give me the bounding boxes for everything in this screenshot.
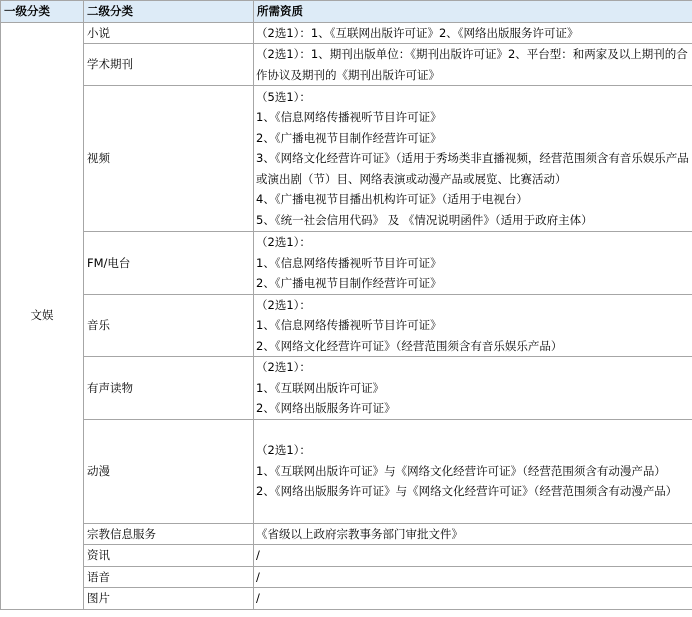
requirement-line: / — [256, 548, 260, 562]
requirement-line: 1、《信息网络传播视听节目许可证》 — [256, 110, 442, 125]
requirement-cell — [254, 357, 692, 420]
requirement-cell — [254, 86, 692, 232]
table-row — [1, 86, 692, 232]
requirement-line: 3、《网络文化经营许可证》（适用于秀场类非直播视频，经营范围须含有音乐娱乐产品或演出剧（节）目、网络表演或动漫产品或展览、比赛活动） — [256, 151, 689, 186]
requirement-cell — [254, 419, 692, 523]
header-row — [1, 1, 692, 23]
requirement-line: 2、《广播电视节目制作经营许可证》 — [256, 276, 442, 290]
requirement-line: 2、《网络文化经营许可证》（经营范围须含有音乐娱乐产品） — [256, 338, 563, 353]
category2-cell: 小说 — [84, 22, 254, 44]
category2-cell: 语音 — [84, 566, 254, 588]
requirement-cell — [254, 232, 692, 295]
requirement-line: （2选1）： — [256, 297, 311, 312]
requirement-line: / — [256, 591, 260, 605]
requirement-cell — [254, 588, 692, 610]
category2-cell: 资讯 — [84, 545, 254, 567]
requirement-cell — [254, 545, 692, 567]
table-row — [1, 523, 692, 545]
requirement-cell — [254, 523, 692, 545]
requirement-line: 1、《信息网络传播视听节目许可证》 — [256, 318, 442, 332]
table-row — [1, 566, 692, 588]
requirement-line: 2、《网络出版服务许可证》 — [256, 401, 396, 415]
requirement-line: （2选1）： — [256, 360, 311, 374]
requirement-line: 1、《互联网出版许可证》与《网络文化经营许可证》（经营范围须含有动漫产品） — [256, 463, 666, 478]
table-row — [1, 588, 692, 610]
table-row — [1, 294, 692, 357]
requirement-line: / — [256, 569, 260, 584]
requirement-cell — [254, 294, 692, 357]
requirement-line: 《省级以上政府宗教事务部门审批文件》 — [256, 526, 463, 541]
requirement-line: 1、《互联网出版许可证》 — [256, 380, 385, 395]
requirement-cell — [254, 22, 692, 44]
table-row — [1, 357, 692, 420]
requirement-line: 5、《统一社会信用代码》 及 《情况说明函件》（适用于政府主体） — [256, 212, 593, 227]
requirement-cell — [254, 566, 692, 588]
requirement-line: （2选1）： — [256, 443, 311, 458]
requirement-line: （2选1）：1、期刊出版单位：《期刊出版许可证》2、平台型：和两家及以上期刊的合作协议及期刊的《期刊出版许可证》 — [256, 47, 688, 82]
table-row — [1, 44, 692, 86]
table-row — [1, 22, 692, 44]
table-row — [1, 232, 692, 295]
category2-cell: FM/电台 — [84, 232, 254, 295]
header-category1: 一级分类 — [1, 1, 84, 23]
requirement-line: （2选1）：1、《互联网出版许可证》2、《网络出版服务许可证》 — [256, 25, 579, 40]
requirement-line: （5选1）： — [256, 89, 311, 104]
category2-cell: 宗教信息服务 — [84, 523, 254, 545]
category2-cell: 视频 — [84, 86, 254, 232]
category2-cell: 有声读物 — [84, 357, 254, 420]
requirement-line: （2选1）： — [256, 235, 311, 249]
category2-cell: 动漫 — [84, 419, 254, 523]
header-requirements: 所需资质 — [254, 1, 692, 23]
requirement-line: 4、《广播电视节目播出机构许可证》（适用于电视台） — [256, 192, 528, 207]
requirement-line: 1、《信息网络传播视听节目许可证》 — [256, 255, 442, 270]
category2-cell: 图片 — [84, 588, 254, 610]
header-category2: 二级分类 — [84, 1, 254, 23]
category2-cell: 音乐 — [84, 294, 254, 357]
category2-cell: 学术期刊 — [84, 44, 254, 86]
requirement-cell — [254, 44, 692, 86]
requirement-line: 2、《广播电视节目制作经营许可证》 — [256, 130, 442, 145]
table-row — [1, 419, 692, 523]
table-row — [1, 545, 692, 567]
requirement-line: 2、《网络出版服务许可证》与《网络文化经营许可证》（经营范围须含有动漫产品） — [256, 484, 678, 499]
category1-cell: 文娱 — [1, 22, 84, 609]
